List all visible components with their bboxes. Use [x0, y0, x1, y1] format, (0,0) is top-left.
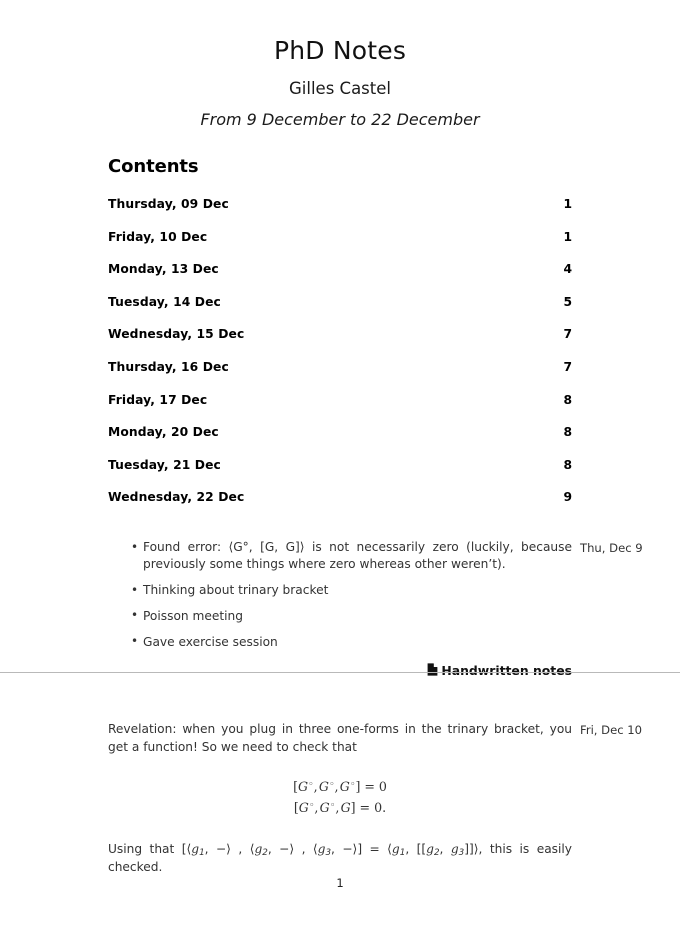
margin-date-label: Thu, Dec 9: [580, 541, 643, 556]
attachment-label: Handwritten notes: [441, 663, 572, 679]
toc-entry-page: 9: [563, 490, 572, 505]
paragraph-outro: Using that [$⟨g_1$, −⟩ , $⟨g_2$, −⟩ , $⟨g_3$, −⟩] = $⟨g_1$, [[$g_2$, $g_3]]⟩$, this is easily checked.: [108, 841, 572, 875]
toc-entry-label: Friday, 17 Dec: [108, 392, 208, 407]
page-number: 1: [336, 876, 344, 890]
notes-list: [108, 539, 572, 650]
toc-entry-page: 1: [563, 229, 572, 244]
toc-entry-wednesday-22-dec[interactable]: [108, 490, 572, 504]
toc-entry-label: Tuesday, 21 Dec: [108, 457, 221, 472]
toc-entry-page: 8: [563, 392, 572, 407]
handwritten-notes-link[interactable]: [427, 663, 572, 678]
toc-entry-thursday-09-dec[interactable]: [108, 197, 572, 211]
toc-entry-page: 1: [563, 197, 572, 211]
toc-entry-friday-10-dec[interactable]: [108, 230, 572, 244]
toc-entry-label: Wednesday, 22 Dec: [108, 490, 245, 505]
toc-entry-label: Monday, 20 Dec: [108, 425, 219, 440]
toc-entry-page: 8: [563, 457, 572, 472]
list-item: • Gave exercise session: [108, 634, 572, 651]
table-of-contents: [108, 156, 572, 504]
toc-entry-page: 5: [563, 294, 572, 309]
list-item: • Found error: ⟨G°, [G, G]⟩ is not necessarily zero (luckily, because previously some things where zero whereas other weren’t).: [108, 539, 572, 573]
toc-entry-page: 8: [563, 425, 572, 440]
toc-entry-friday-17-dec[interactable]: [108, 393, 572, 407]
equation-block: [108, 777, 572, 819]
toc-entry-monday-20-dec[interactable]: [108, 425, 572, 439]
section-divider: [0, 672, 680, 673]
day-section-thu-dec-9: [108, 539, 643, 679]
toc-entry-thursday-16-dec[interactable]: [108, 360, 572, 374]
paragraph-intro: Revelation: when you plug in three one-forms in the trinary bracket, you get a function! So we need to check that: [108, 722, 572, 754]
list-item: • Poisson meeting: [108, 608, 572, 625]
contents-heading: Contents: [108, 156, 199, 177]
toc-entry-label: Thursday, 09 Dec: [108, 197, 229, 211]
toc-entry-page: 4: [563, 262, 572, 277]
toc-entry-tuesday-14-dec[interactable]: [108, 295, 572, 309]
day-section-fri-dec-10: [108, 721, 643, 876]
toc-entry-page: 7: [563, 359, 572, 374]
toc-entry-monday-13-dec[interactable]: [108, 262, 572, 276]
toc-entry-page: 7: [563, 327, 572, 342]
page-title: PhD Notes: [273, 36, 407, 65]
toc-entry-label: Wednesday, 15 Dec: [108, 327, 245, 342]
document-author: Gilles Castel: [289, 79, 391, 98]
toc-entry-label: Thursday, 16 Dec: [108, 359, 229, 374]
toc-entry-tuesday-21-dec[interactable]: [108, 458, 572, 472]
toc-entry-label: Tuesday, 14 Dec: [108, 294, 221, 309]
document-date-range: From 9 December to 22 December: [200, 110, 480, 129]
title-block: [0, 0, 680, 129]
toc-entry-wednesday-15-dec[interactable]: [108, 327, 572, 341]
toc-entry-label: Monday, 13 Dec: [108, 262, 219, 277]
margin-date-label: Fri, Dec 10: [580, 723, 643, 738]
toc-entry-label: Friday, 10 Dec: [108, 229, 208, 244]
equation-line: [G◦, G◦, G] = 0.: [293, 799, 387, 815]
list-item: • Thinking about trinary bracket: [108, 582, 572, 599]
equation-line: [G◦, G◦, G◦] = 0: [293, 779, 387, 795]
